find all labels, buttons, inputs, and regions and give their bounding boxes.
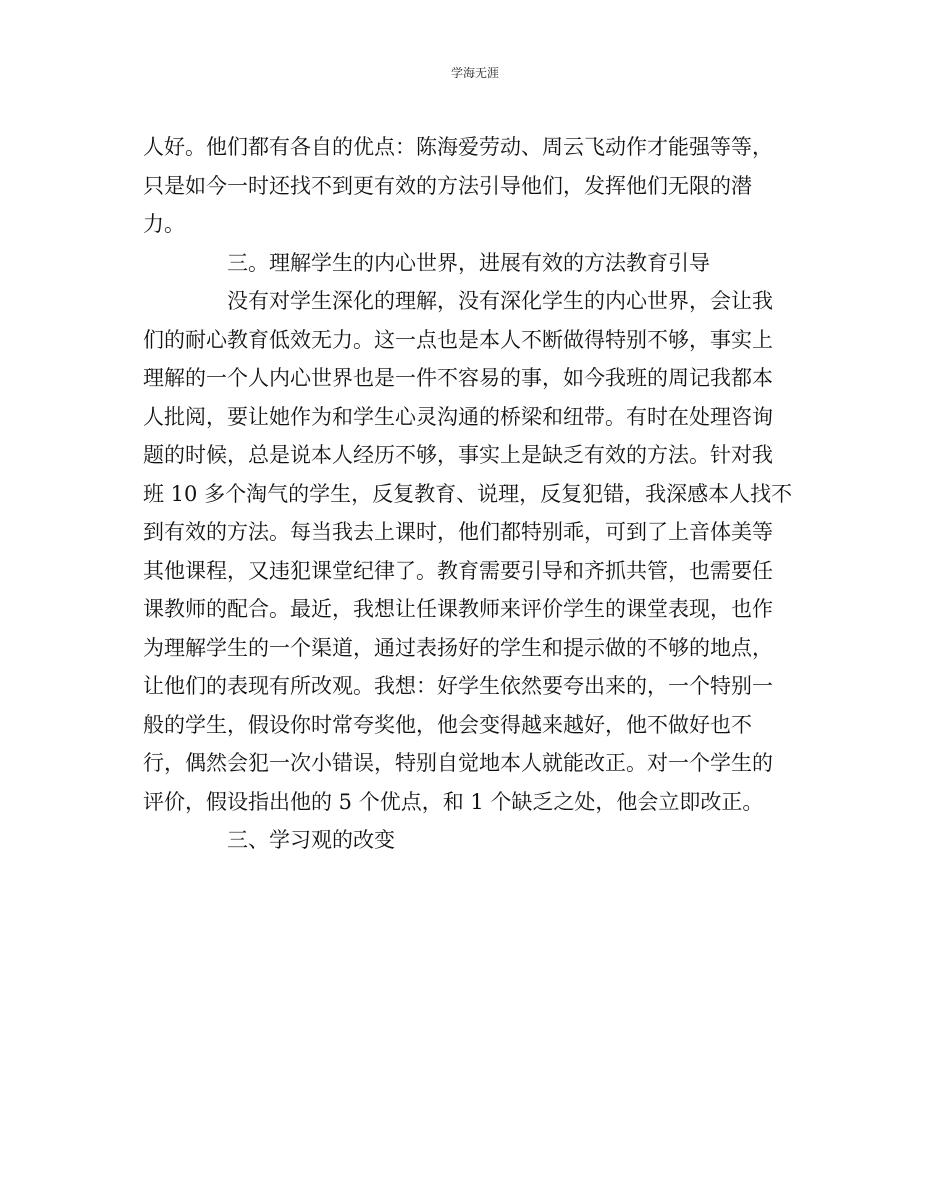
body-line: 课教师的配合。最近，我想让任课教师来评价学生的课堂表现，也作 xyxy=(143,597,773,621)
body-line: 其他课程，又违犯课堂纪律了。教育需要引导和齐抓共管，也需要任 xyxy=(143,558,773,583)
page-header: 学海无涯 xyxy=(450,66,499,80)
body-line: 力。 xyxy=(143,212,185,236)
body-line: 们的耐心教育低效无力。这一点也是本人不断做得特别不够，事实上 xyxy=(143,327,773,352)
section-heading: 三。理解学生的内心世界，进展有效的方法教育引导 xyxy=(227,250,710,275)
body-line: 人好。他们都有各自的优点：陈海爱劳动、周云飞动作才能强等等， xyxy=(143,135,773,159)
body-line: 到有效的方法。每当我去上课时，他们都特别乖，可到了上音体美等 xyxy=(143,520,773,544)
body-line: 题的时候，总是说本人经历不够，事实上是缺乏有效的方法。针对我 xyxy=(143,443,773,467)
body-line: 理解的一个人内心世界也是一件不容易的事，如今我班的周记我都本 xyxy=(143,366,773,390)
body-line: 让他们的表现有所改观。我想：好学生依然要夸出来的，一个特别一 xyxy=(143,674,773,698)
section-heading: 三、学习观的改变 xyxy=(227,828,395,852)
body-line: 般的学生，假设你时常夸奖他，他会变得越来越好，他不做好也不 xyxy=(143,712,752,737)
paragraph-first-line: 没有对学生深化的理解，没有深化学生的内心世界，会让我 xyxy=(227,289,773,313)
body-line: 行，偶然会犯一次小错误，特别自觉地本人就能改正。对一个学生的 xyxy=(143,751,773,775)
body-line: 班 10 多个淘气的学生，反复教育、说理，反复犯错，我深感本人找不 xyxy=(143,481,793,506)
body-line: 人批阅，要让她作为和学生心灵沟通的桥梁和纽带。有时在处理咨询 xyxy=(143,404,773,429)
document-body xyxy=(143,128,813,860)
body-line: 评价，假设指出他的 5 个优点，和 1 个缺乏之处，他会立即改正。 xyxy=(143,789,764,814)
body-line: 只是如今一时还找不到更有效的方法引导他们，发挥他们无限的潜 xyxy=(143,173,752,198)
body-line: 为理解学生的一个渠道，通过表扬好的学生和提示做的不够的地点， xyxy=(143,635,773,660)
